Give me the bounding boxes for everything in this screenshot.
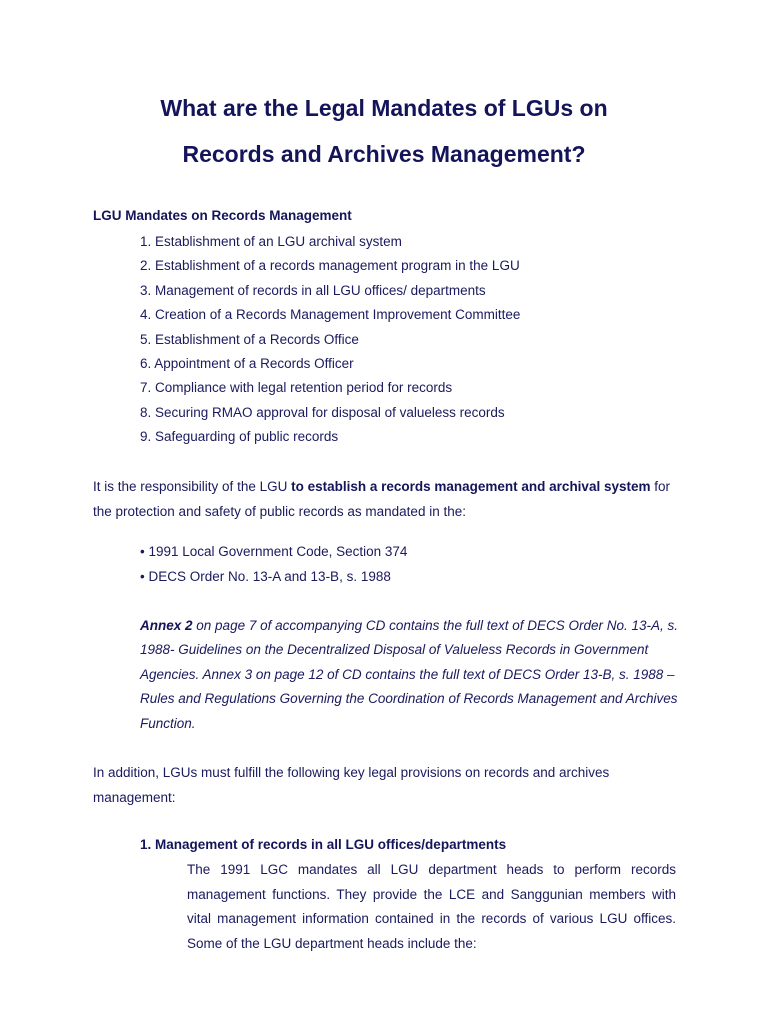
list-item: 7. Compliance with legal retention period for records [140,380,453,396]
page-title-line-2: Records and Archives Management? [182,141,586,167]
annex-label: Annex 2 [140,618,193,633]
responsibility-paragraph [93,475,683,524]
annex-text: on page 7 of accompanying CD contains the full text of DECS Order No. 13-A, s. 1988- Guidelines on the Decentralized Disposal of Valueless Records in Government Agencies. Annex 3 on page 12 of CD contains the full text of DECS Order 13-B, s. 1988 – Rules and Regulations Governing the Coordination of Records Management and Archives Function. [140,618,679,731]
provision-paragraph: The 1991 LGC mandates all LGU department heads to perform records management functions. They provide the LCE and Sanggunian members with vital management information contained in the records of various LGU offices. Some of the LGU department heads include the: [187,862,676,951]
mandates-heading: LGU Mandates on Records Management [93,208,352,223]
list-item: • DECS Order No. 13-A and 13-B, s. 1988 [140,568,391,584]
list-item: 5. Establishment of a Records Office [140,331,359,347]
responsibility-suffix: for the protection and safety of public records as mandated in the: [93,479,671,519]
legal-bases-list [140,543,407,592]
list-item: 1. Establishment of an LGU archival system [140,234,402,249]
responsibility-emphasis: to establish a records management and archival system [291,479,651,494]
list-item: • 1991 Local Government Code, Section 374 [140,544,408,559]
list-item: 2. Establishment of a records management program in the LGU [140,258,520,274]
page-title-line-1: What are the Legal Mandates of LGUs on [160,95,608,121]
list-item: 4. Creation of a Records Management Improvement Committee [140,307,521,323]
annex-note [140,614,685,736]
list-item: 9. Safeguarding of public records [140,429,339,445]
provision-heading: 1. Management of records in all LGU offices/departments [140,837,507,852]
list-item: 8. Securing RMAO approval for disposal of valueless records [140,404,505,420]
responsibility-prefix: It is the responsibility of the LGU [93,479,292,494]
list-item: 3. Management of records in all LGU offices/ departments [140,282,486,298]
addition-paragraph: In addition, LGUs must fulfill the following key legal provisions on records and archives management: [93,765,610,805]
list-item: 6. Appointment of a Records Officer [140,355,354,371]
mandates-list [140,233,520,453]
